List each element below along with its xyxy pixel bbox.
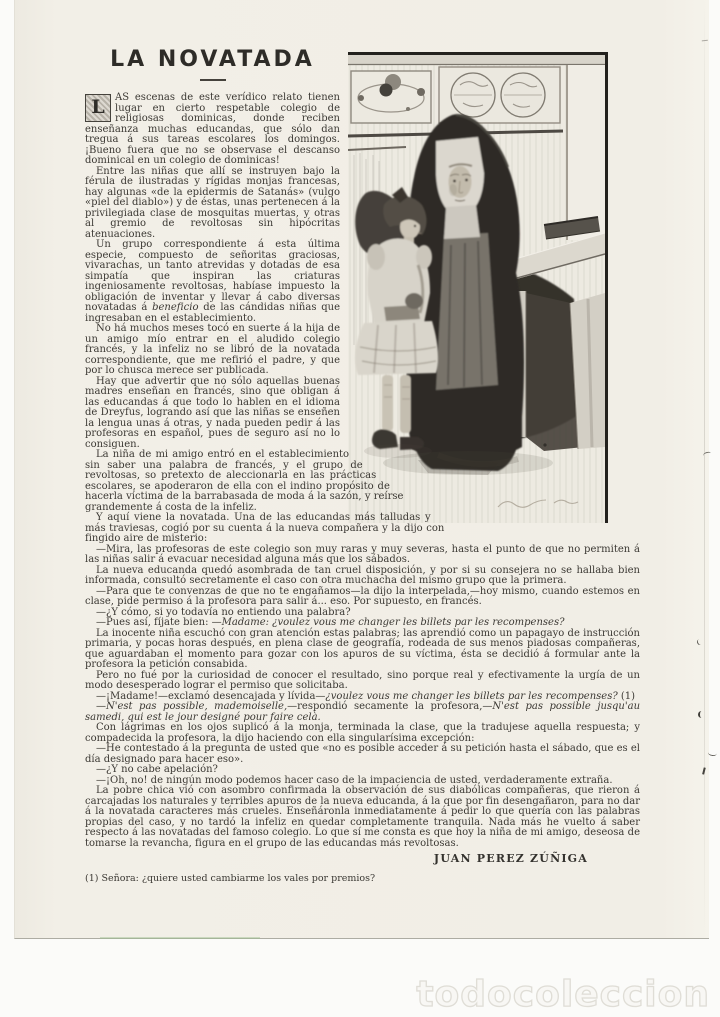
paragraph: —Para que te convenzas de que no te engañamos—la dijo la interpelada,—hoy mismo, cuando estemos en clase, pide permiso á la profesora para salir á... eso. Por supuesto, en francés. [85,585,640,607]
paragraph: —¡Oh, no! de ningún modo podemos hacer caso de la impaciencia de usted, verdaderamente extraña. [96,774,613,786]
paragraph: Un grupo correspondiente á esta última especie, compuesto de señoritas graciosas, vivarachas, un tanto atrevidas y dotadas de esa simpatía que inspiran las criaturas ingeniosamente revoltosas, habíase impuesto la obligación de inventar y llevar á cabo diversas novatadas á beneficio de las cándidas niñas que ingresaban en el establecimiento. [85,239,340,324]
page-title: LA NOVATADA [110,47,315,72]
scan-artifact-mark [698,711,705,718]
paragraph: —¿Y cómo, si yo todavía no entiendo una palabra? [96,606,351,618]
todocoleccion-watermark: todocoleccion [416,974,710,1015]
paragraph: —N'est pas possible, mademoiselle,—respondió secamente la profesora,—N'est pas possible jusqu'au samedi, qui est le jour designé pour faire celà. [85,701,641,723]
scan-artifact-mark [702,40,708,46]
footnote: (1) Señora: ¿quiere usted cambiarme los vales por premios? [85,873,376,884]
paragraph: La niña de mi amigo entró en el establecimiento sin saber una palabra de francés, y el grupo de revoltosas, so pretexto de aleccionarla en las prácticas escolares, se apoderaron de ella con el indino propósito de hacerla víctima de la barrabasada de moda á la sazón, y reírse grandemente á costa de la infeliz. [85,449,404,513]
paragraph-text: AS escenas de este verídico relato tienen lugar en cierto respetable colegio de religiosas dominicas, donde reciben enseñanza muchas educandas, que sólo dan tregua á sus tareas escolares los domingos. ¡Bueno fuera que no se observase el descanso dominical en un colegio de dominicas! [85,92,340,166]
paragraph: No há muchos meses tocó en suerte á la hija de un amigo mío entrar en el aludido colegio francés, y la infeliz no se libró de la novatada correspondiente, que me refirió el padre, y que por lo chusca merece ser publicada. [85,323,340,376]
paragraph: Pero no fué por la curiosidad de conocer el resultado, sino porque real y efectivamente la urgía de un modo desesperado lograr el permiso que solicitaba. [85,669,640,691]
astronomy-chart [351,71,431,123]
drop-cap-initial: L [85,94,111,122]
nun-and-girl-illustration [348,55,605,523]
author-byline: JUAN PEREZ ZÚÑIGA [433,852,588,865]
scan-artifact-mark [708,749,718,756]
illustration-frame [348,52,608,523]
scan-artifact-tint [100,937,260,939]
paragraph: Hay que advertir que no sólo aquellas buenas madres enseñan en francés, sino que obligan á las educandas á que todo lo hablen en el idioma de Dreyfus, logrando así que las niñas se enseñen la lengua unas á otras, y nada pueden pedir á las profesoras en español, pues de seguro así no lo consiguen. [85,375,340,450]
paragraph: La pobre chica vió con asombro confirmada la observación de sus diabólicas compañeras, que rieron á carcajadas los naturales y terribles apuros de la nueva educanda, á la que por fin desengañaron, para no dar á la novatada caracteres más crueles. Enseñáronla inmediatamente á pedir lo que quería con las palabras propias del caso, y no tardó la infeliz en quedar completamente tranquila. Nada más he vuelto á saber respecto á las novatadas del famoso colegio. Lo que sí me consta es que hoy la niña de mi amigo, deseosa de tomarse la revancha, figura en el grupo de las educandas más revoltosas. [85,785,640,849]
paragraph: —¡Madame!—exclamó desencajada y lívida—¿voulez vous me changer les billets par les recompenses? (1) [96,690,636,702]
paragraph: Con lágrimas en los ojos suplicó á la monja, terminada la clase, que la tradujese aquella respuesta; y compadecida la profesora, la dijo haciendo con ella singularísima excepción: [85,722,640,744]
scan-artifact-mark [702,451,711,459]
paragraph: —He contestado á la pregunta de usted que «no es posible acceder á su petición hasta el sábado, que es el día designado para hacer eso». [85,743,640,765]
paragraph: La nueva educanda quedó asombrada de tan cruel disposición, y por si su consejera no se hallaba bien informada, consultó secretamente el caso con otra muchacha del mismo grupo que la primera. [85,564,640,586]
paragraph: La inocente niña escuchó con gran atención estas palabras; las aprendió como un papagayo de instrucción primaria, y pocas horas después, en plena clase de geografía, rodeada de sus menos piadosas compañeras, que aguardaban el momento para gozar con los apuros de su víctima, ésta se decidió á formular ante la profesora la petición consabida. [85,627,640,670]
illustration-float [348,52,640,523]
paragraph: —¿Y no cabe apelación? [96,764,218,775]
paragraph: —Pues así, fíjate bien: —Madame: ¿voulez vous me changer les billets par les recompenses? [96,617,565,628]
paragraph: Entre las niñas que allí se instruyen bajo la férula de ilustradas y rígidas monjas francesas, hay algunas «de la epidermis de Satanás» (vulgo «piel del diablo») y de éstas, unas pertenecen á la privilegiada clase de mosquitas muertas, y otras al gremio de revoltosas sin hipócritas atenuaciones. [85,165,340,240]
paragraph: Y aquí viene la novatada. Una de las educandas más talludas y más traviesas, cogió por su cuenta á la nueva compañera y la dijo con fingido aire de misterio: [85,512,445,544]
page-edge-crease [704,0,705,938]
article [85,47,640,884]
paragraph: —Mira, las profesoras de este colegio son muy raras y muy severas, hasta el punto de que no permiten á las niñas salir á evacuar necesidad alguna más que los sábados. [85,543,640,565]
